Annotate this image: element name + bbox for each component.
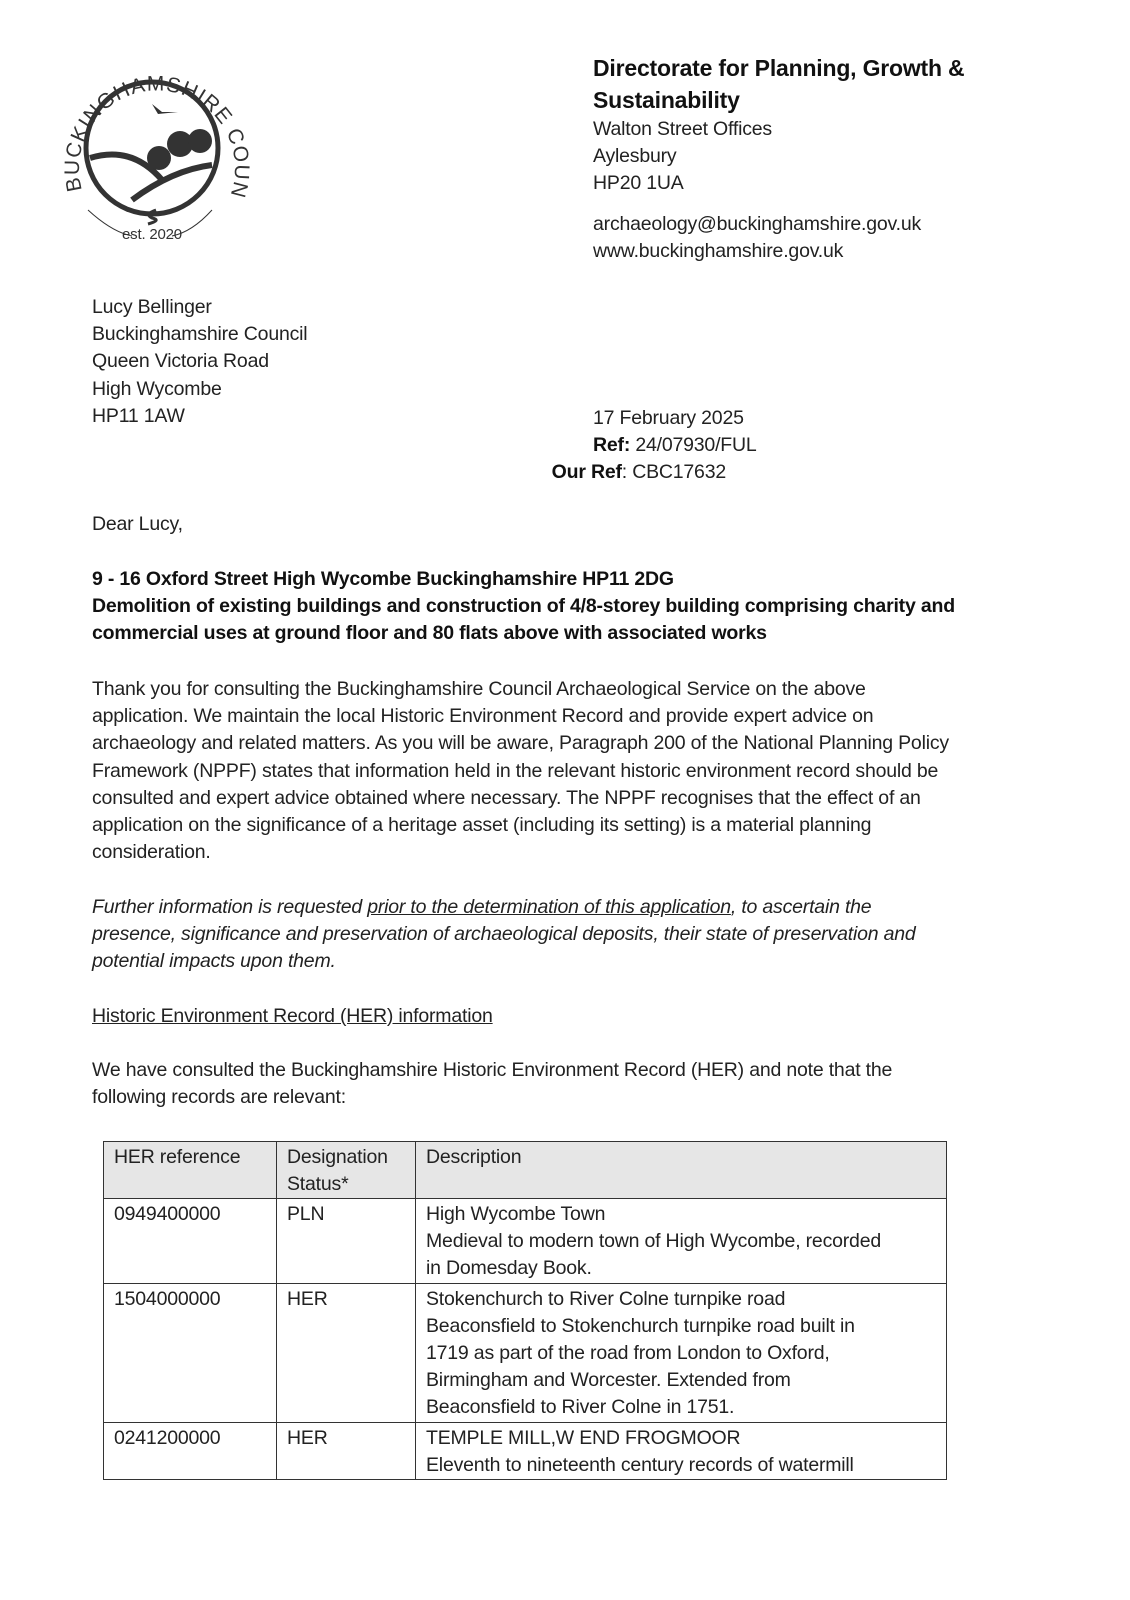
svg-text:BUCKINGHAMSHIRE COUNCIL: BUCKINGHAMSHIRE COUN	[60, 72, 252, 201]
description	[416, 1199, 947, 1284]
our-ref-value: : CBC17632	[621, 461, 726, 483]
paragraph-line: consideration.	[92, 841, 211, 864]
desc-line: TEMPLE MILL,W END FROGMOOR	[426, 1426, 741, 1449]
paragraph-her	[92, 1057, 892, 1111]
paragraph-line: Framework (NPPF) states that information held in the relevant historic environment record should be	[92, 759, 939, 782]
our-reference	[552, 459, 726, 486]
recipient-line: Queen Victoria Road	[92, 350, 269, 373]
desc-line: Beaconsfield to River Colne in 1751.	[426, 1396, 735, 1419]
paragraph-line: archaeology and related matters. As you will be aware, Paragraph 200 of the National Planning Policy	[92, 732, 949, 755]
designation-status: HER	[277, 1422, 416, 1479]
council-logo	[52, 40, 252, 255]
ref-value: 24/07930/FUL	[630, 434, 757, 457]
table-header-row	[104, 1142, 947, 1199]
table-row	[104, 1422, 947, 1479]
her-heading	[92, 1003, 493, 1030]
emphasis-text: prior to the determination of this application	[367, 896, 731, 918]
sender-email[interactable]: archaeology@buckinghamshire.gov.uk	[593, 212, 922, 235]
table-row	[104, 1199, 947, 1284]
desc-line: in Domesday Book.	[426, 1257, 592, 1280]
subject-line: commercial uses at ground floor and 80 flats above with associated works	[92, 622, 767, 645]
her-records-table	[103, 1141, 947, 1480]
desc-line: Beaconsfield to Stokenchurch turnpike road built in	[426, 1314, 855, 1337]
directorate-title: Sustainability	[593, 87, 740, 113]
logo-est: est. 2020	[122, 226, 182, 243]
letter-meta	[593, 405, 757, 459]
paragraph-line: following records are relevant:	[92, 1086, 346, 1109]
her-ref: 1504000000	[104, 1283, 277, 1422]
description	[416, 1283, 947, 1422]
paragraph-line: presence, significance and preservation of archaeological deposits, their state of preservation and	[92, 923, 916, 946]
desc-line: High Wycombe Town	[426, 1203, 606, 1225]
sender-website[interactable]: www.buckinghamshire.gov.uk	[593, 239, 844, 262]
recipient-line: Lucy Bellinger	[92, 296, 212, 318]
paragraph-line: application on the significance of a heritage asset (including its setting) is a material planning	[92, 814, 872, 837]
desc-line: Eleventh to nineteenth century records of watermill	[426, 1453, 854, 1476]
paragraph-text: Further information is requested	[92, 896, 368, 918]
column-header: Designation Status*	[277, 1142, 416, 1199]
sender-address: Aylesbury	[593, 145, 677, 168]
reference	[593, 432, 757, 459]
letter-date: 17 February 2025	[593, 407, 744, 429]
sender-address: Walton Street Offices	[593, 118, 772, 140]
desc-line: Medieval to modern town of High Wycombe, recorded	[426, 1230, 881, 1253]
paragraph-consultation	[92, 676, 949, 866]
paragraph-further-info	[92, 894, 916, 976]
paragraph-line: consulted and expert advice obtained where necessary. The NPPF recognises that the effect of an	[92, 786, 921, 809]
description	[416, 1422, 947, 1479]
sender-address: HP20 1UA	[593, 172, 684, 195]
her-heading-text: Historic Environment Record (HER) information	[92, 1005, 493, 1027]
table-row	[104, 1283, 947, 1422]
salutation: Dear Lucy,	[92, 513, 183, 535]
our-ref-label: Our Ref	[551, 461, 622, 483]
directorate-title: Directorate for Planning, Growth &	[593, 55, 965, 81]
column-header: Description	[416, 1142, 947, 1199]
paragraph-line: We have consulted the Buckinghamshire Historic Environment Record (HER) and note that the	[92, 1059, 893, 1081]
paragraph-text: , to ascertain the	[730, 896, 872, 918]
paragraph-line: potential impacts upon them.	[92, 950, 336, 973]
recipient-line: High Wycombe	[92, 377, 222, 400]
column-header: HER reference	[104, 1142, 277, 1199]
recipient-address	[92, 294, 307, 430]
recipient-line: Buckinghamshire Council	[92, 323, 308, 346]
subject	[92, 566, 955, 648]
subject-line: Demolition of existing buildings and construction of 4/8-storey building comprising charity and	[92, 595, 955, 618]
desc-line: Stokenchurch to River Colne turnpike road	[426, 1287, 786, 1310]
subject-line: 9 - 16 Oxford Street High Wycombe Buckinghamshire HP11 2DG	[92, 568, 674, 590]
paragraph-line: application. We maintain the local Historic Environment Record and provide expert advice on	[92, 705, 874, 728]
her-ref: 0949400000	[104, 1199, 277, 1284]
designation-status: PLN	[277, 1199, 416, 1284]
ref-label: Ref:	[593, 434, 631, 457]
her-ref: 0241200000	[104, 1422, 277, 1479]
designation-status: HER	[277, 1283, 416, 1422]
recipient-line: HP11 1AW	[92, 404, 185, 427]
desc-line: Birmingham and Worcester. Extended from	[426, 1369, 791, 1392]
sender-block	[593, 52, 964, 265]
desc-line: 1719 as part of the road from London to Oxford,	[426, 1342, 830, 1365]
paragraph-line: Thank you for consulting the Buckinghamshire Council Archaeological Service on the above	[92, 678, 866, 700]
